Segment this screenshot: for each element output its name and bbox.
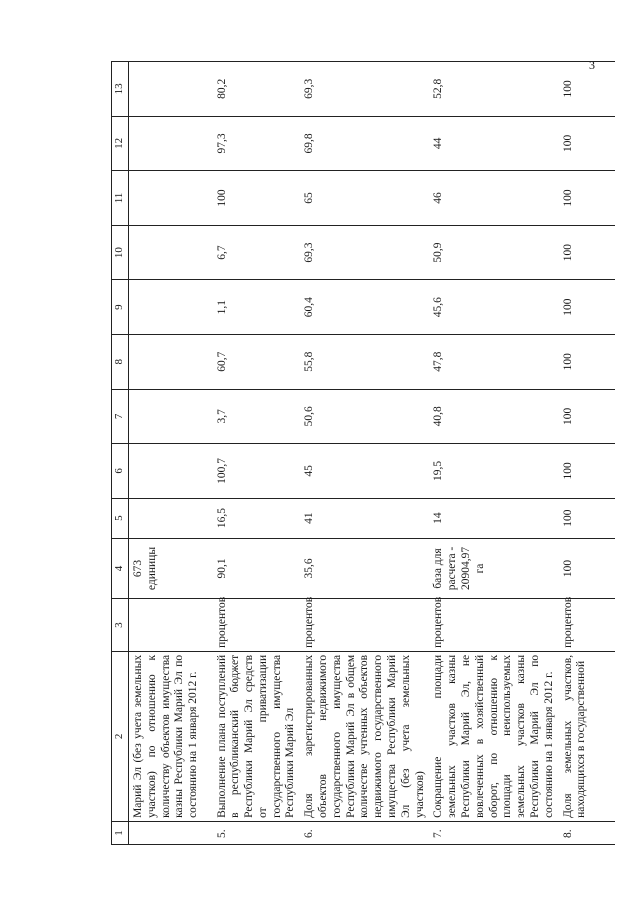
value-cell: 69,3 — [300, 225, 429, 280]
table-row — [559, 62, 615, 845]
value-cell: 100 — [559, 280, 615, 335]
value-cell: 41 — [300, 498, 429, 538]
value-cell: 100 — [559, 116, 615, 171]
col-header: 4 — [112, 538, 129, 599]
unit-cell — [129, 599, 213, 651]
value-cell: 100 — [213, 171, 301, 226]
col-header: 5 — [112, 498, 129, 538]
unit-cell: процентов — [300, 599, 429, 651]
value-cell — [129, 62, 213, 117]
col-header: 6 — [112, 444, 129, 499]
base-value-cell: база для расчета - 20904,97 га — [429, 538, 558, 599]
value-cell: 1,1 — [213, 280, 301, 335]
table-row — [429, 62, 558, 845]
value-cell: 47,8 — [429, 334, 558, 389]
base-value-cell: 673 единицы — [129, 538, 213, 599]
col-header: 1 — [112, 821, 129, 844]
col-header: 2 — [112, 651, 129, 821]
value-cell — [129, 334, 213, 389]
col-header: 9 — [112, 280, 129, 335]
table-row — [129, 62, 213, 845]
value-cell: 3,7 — [213, 389, 301, 444]
col-header: 3 — [112, 599, 129, 651]
value-cell — [129, 389, 213, 444]
value-cell: 69,8 — [300, 116, 429, 171]
indicator-text: Марий Эл (без учета земельных участков) по отношению к количеству объектов имущества казны Республики Марий Эл по состоянию на 1 января 2012 г. — [129, 651, 213, 821]
value-cell: 100 — [559, 389, 615, 444]
col-header: 11 — [112, 171, 129, 226]
value-cell: 100 — [559, 171, 615, 226]
value-cell: 100 — [559, 444, 615, 499]
value-cell: 60,7 — [213, 334, 301, 389]
value-cell: 100 — [559, 62, 615, 117]
value-cell — [129, 116, 213, 171]
indicator-text: Сокращение площади земельных участков казны Республики Марий Эл, не вовлеченных в хозяйственный оборот, по отношению к площади неиспользуемых земельных участков казны Республики Марий Эл по состоянию на 1 января 2012 г. — [429, 651, 558, 821]
indicator-text: Выполнение плана поступлений в республиканский бюджет Республики Марий Эл средств от приватизации государственного имущества Республики Марий Эл — [213, 651, 301, 821]
unit-cell: процентов — [429, 599, 558, 651]
value-cell — [129, 444, 213, 499]
value-cell — [129, 225, 213, 280]
value-cell: 45,6 — [429, 280, 558, 335]
value-cell: 100,7 — [213, 444, 301, 499]
row-number: 5. — [213, 821, 301, 844]
value-cell: 97,3 — [213, 116, 301, 171]
row-number — [129, 821, 213, 844]
unit-cell: процентов — [213, 599, 301, 651]
col-header: 7 — [112, 389, 129, 444]
value-cell: 52,8 — [429, 62, 558, 117]
value-cell: 100 — [559, 225, 615, 280]
column-number-header — [112, 62, 129, 845]
base-value-cell: 90,1 — [213, 538, 301, 599]
value-cell: 80,2 — [213, 62, 301, 117]
value-cell — [129, 171, 213, 226]
col-header: 8 — [112, 334, 129, 389]
value-cell — [129, 280, 213, 335]
value-cell: 100 — [559, 498, 615, 538]
indicators-table — [111, 61, 615, 845]
value-cell: 69,3 — [300, 62, 429, 117]
value-cell: 50,6 — [300, 389, 429, 444]
value-cell: 16,5 — [213, 498, 301, 538]
row-number: 8. — [559, 821, 615, 844]
unit-cell: процентов — [559, 599, 615, 651]
row-number: 6. — [300, 821, 429, 844]
value-cell: 14 — [429, 498, 558, 538]
row-number: 7. — [429, 821, 558, 844]
value-cell: 65 — [300, 171, 429, 226]
table-row — [213, 62, 301, 845]
base-value-cell: 35,6 — [300, 538, 429, 599]
base-value-cell: 100 — [559, 538, 615, 599]
value-cell — [129, 498, 213, 538]
col-header: 10 — [112, 225, 129, 280]
value-cell: 19,5 — [429, 444, 558, 499]
col-header: 13 — [112, 62, 129, 117]
value-cell: 60,4 — [300, 280, 429, 335]
value-cell: 50,9 — [429, 225, 558, 280]
rotated-table-sheet — [111, 61, 615, 845]
value-cell: 44 — [429, 116, 558, 171]
value-cell: 6,7 — [213, 225, 301, 280]
col-header: 12 — [112, 116, 129, 171]
value-cell: 100 — [559, 334, 615, 389]
value-cell: 55,8 — [300, 334, 429, 389]
table-row — [300, 62, 429, 845]
value-cell: 40,8 — [429, 389, 558, 444]
indicator-text: Доля зарегистрированных объектов недвижимого государственного имущества Республики Марий Эл в общем количестве учтенных объектов недвижимого государственного имущества Республики Марий Эл (без учета земельных участков) — [300, 651, 429, 821]
value-cell: 45 — [300, 444, 429, 499]
page-number: 3 — [589, 58, 595, 72]
value-cell: 46 — [429, 171, 558, 226]
indicator-text: Доля земельных участков, находящихся в государственной — [559, 651, 615, 821]
